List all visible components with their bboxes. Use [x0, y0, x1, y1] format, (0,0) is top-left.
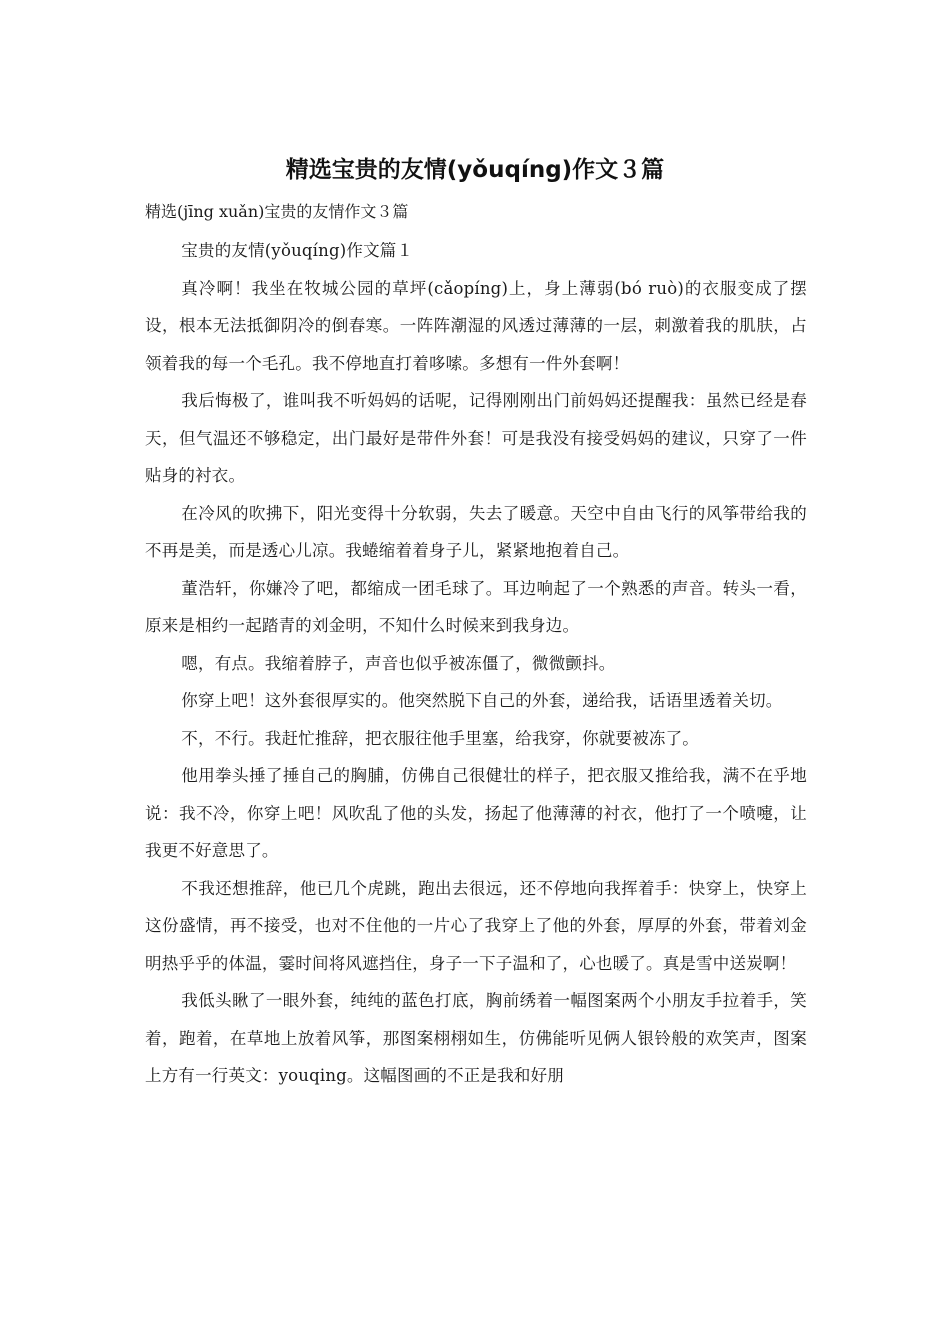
paragraph: 我后悔极了，谁叫我不听妈妈的话呢，记得刚刚出门前妈妈还提醒我：虽然已经是春天，但气温还不够稳定，出门最好是带件外套！可是我没有接受妈妈的建议，只穿了一件贴身的衬衣。 [145, 391, 807, 485]
paragraph: 在冷风的吹拂下，阳光变得十分软弱，失去了暖意。天空中自由飞行的风筝带给我的不再是美，而是透心儿凉。我蜷缩着着身子儿，紧紧地抱着自己。 [145, 503, 807, 560]
paragraph: 我低头瞅了一眼外套，纯纯的蓝色打底，胸前绣着一幅图案两个小朋友手拉着手，笑着，跑着，在草地上放着风筝，那图案栩栩如生，仿佛能听见俩人银铃般的欢笑声，图案上方有一行英文：youqing。这幅图画的不正是我和好朋 [145, 991, 807, 1085]
paragraph: 嗯，有点。我缩着脖子，声音也似乎被冻僵了，微微颤抖。 [181, 653, 616, 673]
paragraph: 真冷啊！我坐在牧城公园的草坪(cǎopíng)上，身上薄弱(bó ruò)的衣服变成了摆设，根本无法抵御阴冷的倒春寒。一阵阵潮湿的风透过薄薄的一层，刺激着我的肌肤，占领着我的每一个毛孔。我不停地直打着哆嗦。多想有一件外套啊！ [145, 278, 807, 373]
document-subtitle: 精选(jīng xuǎn)宝贵的友情作文３篇 [145, 202, 409, 221]
paragraph: 不我还想推辞，他已几个虎跳，跑出去很远，还不停地向我挥着手：快穿上，快穿上这份盛情，再不接受，也对不住他的一片心了我穿上了他的外套，厚厚的外套，带着刘金明热乎乎的体温，霎时间将风遮挡住，身子一下子温和了，心也暖了。真是雪中送炭啊！ [145, 878, 807, 973]
document-body [145, 232, 807, 1095]
paragraph: 董浩轩，你嫌冷了吧，都缩成一团毛球了。耳边响起了一个熟悉的声音。转头一看，原来是相约一起踏青的刘金明，不知什么时候来到我身边。 [145, 578, 807, 635]
essay-heading: 宝贵的友情(yǒuqíng)作文篇１ [181, 241, 414, 260]
paragraph: 不，不行。我赶忙推辞，把衣服往他手里塞，给我穿，你就要被冻了。 [181, 728, 699, 748]
paragraph: 你穿上吧！这外套很厚实的。他突然脱下自己的外套，递给我，话语里透着关切。 [181, 691, 783, 710]
document-title: 精选宝贵的友情(yǒuqíng)作文３篇 [285, 157, 665, 183]
paragraph: 他用拳头捶了捶自己的胸脯，仿佛自己很健壮的样子，把衣服又推给我，满不在乎地说：我不冷，你穿上吧！风吹乱了他的头发，扬起了他薄薄的衬衣，他打了一个喷嚏，让我更不好意思了。 [145, 766, 807, 860]
